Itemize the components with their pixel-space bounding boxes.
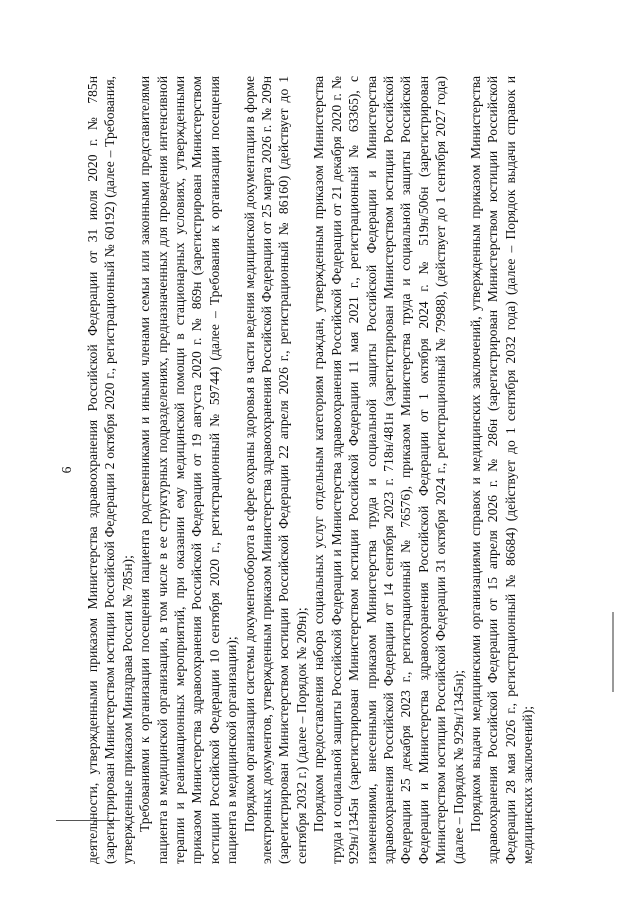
scan-mark [612,612,614,692]
paragraph-2: Требованиями к организации посещения пациента родственниками и иными членами семьи или законными представителями пациента в медицинской организации, в том числе в ее структурных подразделениях, предназначенных для проведения интенсивной терапии и реанимационных мероприятий, при оказании ему медицинской помощи в стационарных условиях, утвержденными приказом Министерства здравоохранения Российской Федерации от 19 августа 2020 г. № 869н (зарегистрирован Министерством юстиции Российской Федерации 10 сентября 2020 г., регистрационный № 59744) (далее – Требования к организации посещения пациента в медицинской организации); [137,76,240,864]
rotated-text-block [59,76,609,864]
paragraph-5: Порядком выдачи медицинскими организациями справок и медицинских заключений, утвержденным приказом Министерства здравоохранения Российской Федерации от 15 апреля 2026 г. № 286н (зарегистрирован Министерством юстиции Российской Федерации 28 мая 2026 г., регистрационный № 86684) (действует до 1 сентября 2032 года) (далее – Порядок выдачи справок и медицинских заключений); [467,76,536,864]
paragraph-1: деятельности, утвержденными приказом Министерства здравоохранения Российской Федерации от 31 июля 2020 г. № 785н (зарегистрирован Министерством юстиции Российской Федерации 2 октября 2020 г., регистрационный № 60192) (далее – Требования, утвержденные приказом Минздрава России № 785н); [85,76,135,864]
paragraph-3: Порядком организации системы документооборота в сфере охраны здоровья в части ведения медицинской документации в форме электронных документов, утвержденным приказом Министерства здравоохранения Российской Федерации от 25 марта 2026 г. № 209н (зарегистрирован Министерством юстиции Российской Федерации 22 апреля 2026 г., регистрационный № 86160) (действует до 1 сентября 2032 г.) (далее – Порядок № 209н); [241,76,309,864]
page-number: 6 [59,466,74,474]
paragraph-4: Порядком предоставления набора социальных услуг отдельным категориям граждан, утвержденным приказом Министерства труда и социальной защиты Российской Федерации и Министерства здравоохранения Российской Федерации от 21 декабря 2020 г. № 929н/1345н (зарегистрирован Министерством юстиции Российской Федерации 11 мая 2021 г., регистрационный № 63365), с изменениями, внесенными приказом Министерства труда и социальной защиты Российской Федерации и Министерства здравоохранения Российской Федерации от 14 сентября 2023 г. 718н/481н (зарегистрирован Министерством юстиции Российской Федерации 25 декабря 2023 г., регистрационный № 76576), приказом Министерства труда и социальной защиты Российской Федерации и Министерства здравоохранения Российской Федерации от 1 октября 2024 г. № 519н/506н (зарегистрирован Министерством юстиции Российской Федерации 31 октября 2024 г., регистрационный № 79988), (действует до 1 сентября 2027 года) (далее – Порядок № 929н/1345н); [311,76,466,864]
